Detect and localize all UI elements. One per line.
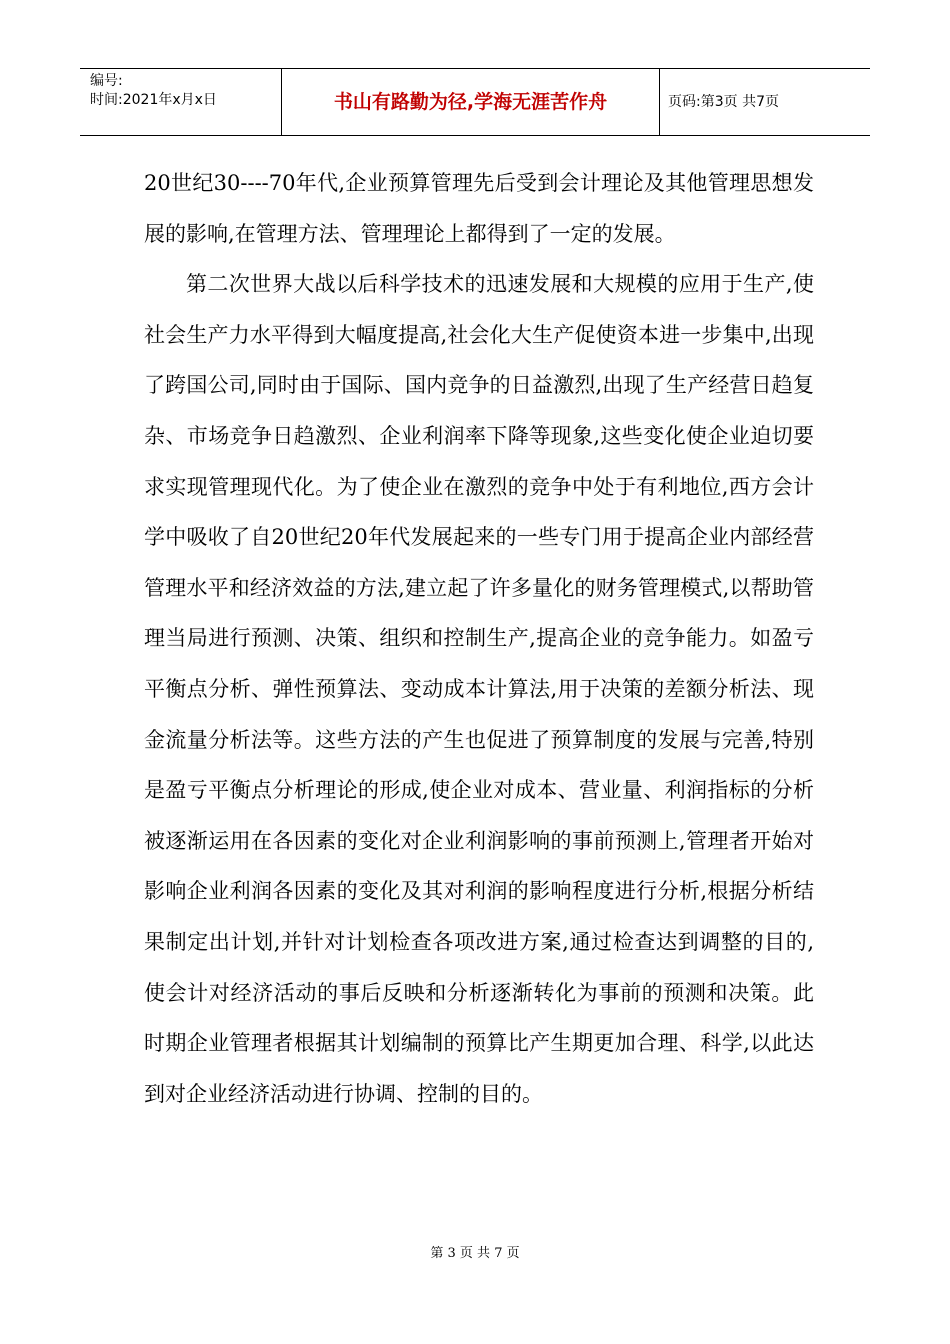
header-page-info: 页码:第3页 共7页	[668, 94, 779, 110]
paragraph-2: 第二次世界大战以后科学技术的迅速发展和大规模的应用于生产,使社会生产力水平得到大幅度提高,社会化大生产促使资本进一步集中,出现了跨国公司,同时由于国际、国内竞争的日益激烈,出现了生产经营日趋复杂、市场竞争日趋激烈、企业利润率下降等现象,这些变化使企业迫切要求实现管理现代化。为了使企业在激烈的竞争中处于有利地位,西方会计学中吸收了自20世纪20年代发展起来的一些专门用于提高企业内部经营管理水平和经济效益的方法,建立起了许多量化的财务管理模式,以帮助管理当局进行预测、决策、组织和控制生产,提高企业的竞争能力。如盈亏平衡点分析、弹性预算法、变动成本计算法,用于决策的差额分析法、现金流量分析法等。这些方法的产生也促进了预算制度的发展与完善,特别是盈亏平衡点分析理论的形成,使企业对成本、营业量、利润指标的分析被逐渐运用在各因素的变化对企业利润影响的事前预测上,管理者开始对影响企业利润各因素的变化及其对利润的影响程度进行分析,根据分析结果制定出计划,并针对计划检查各项改进方案,通过检查达到调整的目的,使会计对经济活动的事后反映和分析逐渐转化为事前的预测和决策。此时期企业管理者根据其计划编制的预算比产生期更加合理、科学,以此达到对企业经济活动进行协调、控制的目的。	[144, 272, 814, 1106]
paragraph-1: 20世纪30----70年代,企业预算管理先后受到会计理论及其他管理思想发展的影响,在管理方法、管理理论上都得到了一定的发展。	[144, 171, 814, 246]
header-meta	[80, 69, 282, 135]
document-date: 时间:2021年x月x日	[90, 92, 217, 108]
header-motto: 书山有路勤为径,学海无涯苦作舟	[282, 69, 660, 135]
document-number-label: 编号:	[90, 73, 123, 89]
document-header	[80, 68, 870, 136]
page-footer: 第 3 页 共 7 页	[430, 1246, 520, 1261]
document-body	[144, 158, 814, 1119]
